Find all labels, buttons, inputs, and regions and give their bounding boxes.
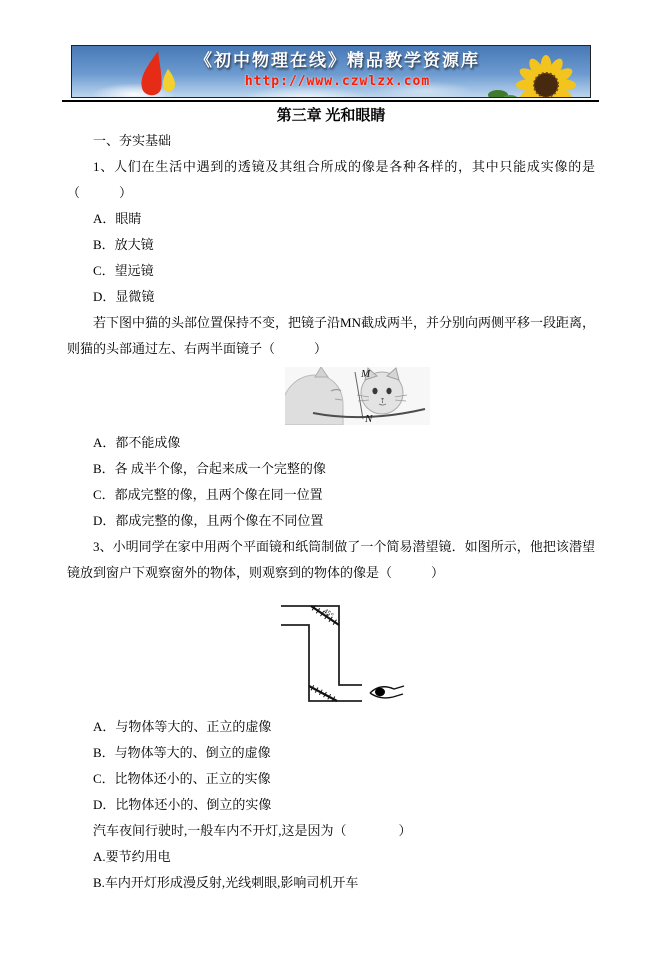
banner-url-link[interactable]: http://www.czwlzx.com: [244, 74, 431, 89]
document-body: [67, 104, 595, 896]
question-4-text: 汽车夜间行驶时,一般车内不开灯,这是因为（ ）: [93, 823, 412, 838]
section-heading: 一、夯实基础: [93, 133, 172, 148]
sunflower-icon: [480, 45, 584, 98]
site-banner: [71, 45, 591, 98]
question-3-option-d: D．比物体还小的、倒立的实像: [93, 797, 272, 812]
flame-icon: [134, 49, 180, 97]
angle-label: 45°: [321, 606, 336, 620]
mirror-label-m: M: [360, 368, 370, 380]
question-2-option-d: D．都成完整的像，且两个像在不同位置: [93, 513, 324, 528]
question-4-option-b: B.车内开灯形成漫反射,光线刺眼,影响司机开车: [93, 875, 359, 890]
header-divider: [62, 100, 599, 102]
chapter-title: 第三章 光和眼睛: [276, 108, 386, 124]
cat-mirror-figure: [67, 362, 595, 430]
question-3-text: 3、小明同学在家中用两个平面镜和纸筒制做了一个简易潜望镜．如图所示，他把该潜望镜放到窗户下观察窗外的物体，则观察到的物体的像是（ ）: [67, 539, 595, 580]
question-3-option-b: B．与物体等大的、倒立的虚像: [93, 745, 271, 760]
question-3-option-c: C．比物体还小的、正立的实像: [93, 771, 271, 786]
banner-text-block: [190, 49, 486, 91]
question-1-text: 1、人们在生活中遇到的透镜及其组合所成的像是各种各样的，其中只能成实像的是（ ）: [67, 159, 595, 200]
banner-site-title: 《初中物理在线》精品教学资源库: [195, 51, 480, 70]
periscope-figure: [67, 586, 595, 714]
question-2-option-b: B．各 成半个像，合起来成一个完整的像: [93, 461, 326, 476]
question-2-option-c: C．都成完整的像，且两个像在同一位置: [93, 487, 323, 502]
question-3-option-a: A．与物体等大的、正立的虚像: [93, 719, 272, 734]
question-1-option-a: A．眼睛: [93, 211, 142, 226]
question-4-option-a: A.要节约用电: [93, 849, 171, 864]
question-1-option-c: C．望远镜: [93, 263, 154, 278]
question-2-text: 若下图中猫的头部位置保持不变，把镜子沿MN截成两半，并分别向两侧平移一段距离，则猫的头部通过左、右两半面镜子（ ）: [67, 315, 595, 356]
mirror-45-bottom: [309, 685, 337, 702]
question-1-option-b: B．放大镜: [93, 237, 154, 252]
eye-icon: [370, 686, 404, 698]
mirror-label-n: N: [364, 413, 372, 425]
worksheet-page: [0, 45, 661, 980]
question-2-option-a: A．都不能成像: [93, 435, 181, 450]
question-1-option-d: D．显微镜: [93, 289, 155, 304]
periscope-tube: [281, 606, 362, 701]
